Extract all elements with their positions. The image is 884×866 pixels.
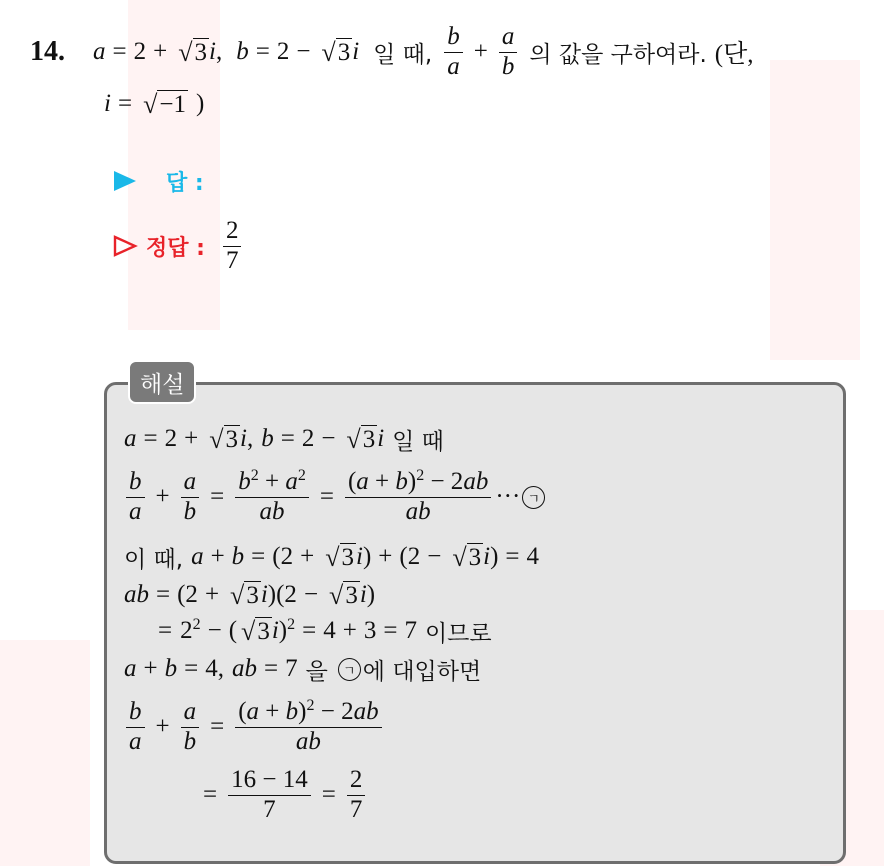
solution-line-2: $\frac{b}{a}$ + $\frac{a}{b}$ = $\frac{b^2 + a^2}{ab}$ = $\frac{(a + b)^2 - 2ab}{ab}$ ··· ㄱ (122, 464, 547, 530)
solution-when: 일 때 (392, 428, 444, 455)
solution-title: 해설 (128, 360, 196, 404)
problem-line-2: i = √ −1 ) (104, 90, 205, 120)
correct-numerator: 2 (223, 218, 242, 246)
solution-line-3: 이 때, a + b = (2 + √ 3 i) + (2 − √ 3 i) = 4 (124, 540, 539, 574)
correct-fraction (223, 218, 242, 274)
problem-note-close: ) (195, 90, 205, 117)
problem-note-open: (단, (714, 41, 754, 68)
math-b-def: b = 2 − (236, 38, 311, 65)
play-outline-icon (112, 234, 138, 258)
fraction-16-14: $\frac{16 - 14}{7}$ (228, 767, 311, 823)
answer-label: 답 : (166, 170, 204, 196)
watermark-block (770, 60, 860, 360)
correct-label: 정답 : (146, 235, 205, 261)
math-a-def: a = 2 + (93, 38, 168, 65)
solution-line-5: = $2^2$ − ( √ 3 i)$^2$ = 4 + 3 = 7 이므로 (158, 616, 492, 647)
sqrt-minus-1: √ −1 (143, 90, 186, 120)
circle-mark: ㄱ (522, 486, 545, 509)
answer-row (112, 164, 292, 198)
circle-mark: ㄱ (338, 658, 361, 681)
solution-line-8: = $\frac{16 - 14}{7}$ = $\frac{2}{7}$ (196, 762, 369, 828)
solution-line-1: a = 2 + √ 3 i , b = 2 − √ 3 i 일 때 (124, 422, 444, 456)
solution-line-4: ab = (2 + √ 3 i)(2 − √ 3 i) (124, 581, 376, 611)
play-filled-icon (112, 169, 138, 193)
solution-line-6: a + b = 4, ab = 7 을 ㄱ 에 대입하면 (124, 652, 481, 686)
correct-row (112, 216, 245, 276)
watermark-block (0, 640, 90, 866)
problem-when: 일 때, (373, 41, 433, 68)
problem-line-1: 14. a = 2 + √ 3 i , b = 2 − √ 3 i 일 때, $\frac{b}{a}$ + $\frac{a}{b}$ 의 값을 구하여라. (단, (30, 23, 754, 80)
sqrt-3: √ 3 (178, 38, 207, 68)
result-fraction: $\frac{2}{7}$ (347, 767, 366, 823)
solution-this-when: 이 때, (124, 546, 184, 573)
correct-denominator: 7 (225, 246, 239, 274)
solution-substitute: 을 (305, 658, 328, 685)
solution-therefore: 이므로 (424, 620, 492, 647)
fraction-b-over-a: $\frac{b}{a}$ (444, 24, 463, 80)
solution-substitute-into: 에 대입하면 (362, 658, 482, 685)
sqrt-3: √ 3 (321, 38, 351, 68)
problem-find: 의 값을 구하여라. (529, 41, 707, 68)
solution-line-7: $\frac{b}{a}$ + $\frac{a}{b}$ = $\frac{(a + b)^2 - 2ab}{ab}$ (122, 694, 386, 760)
fraction-a-over-b: $\frac{a}{b}$ (499, 24, 518, 80)
problem-number: 14. (30, 36, 65, 67)
